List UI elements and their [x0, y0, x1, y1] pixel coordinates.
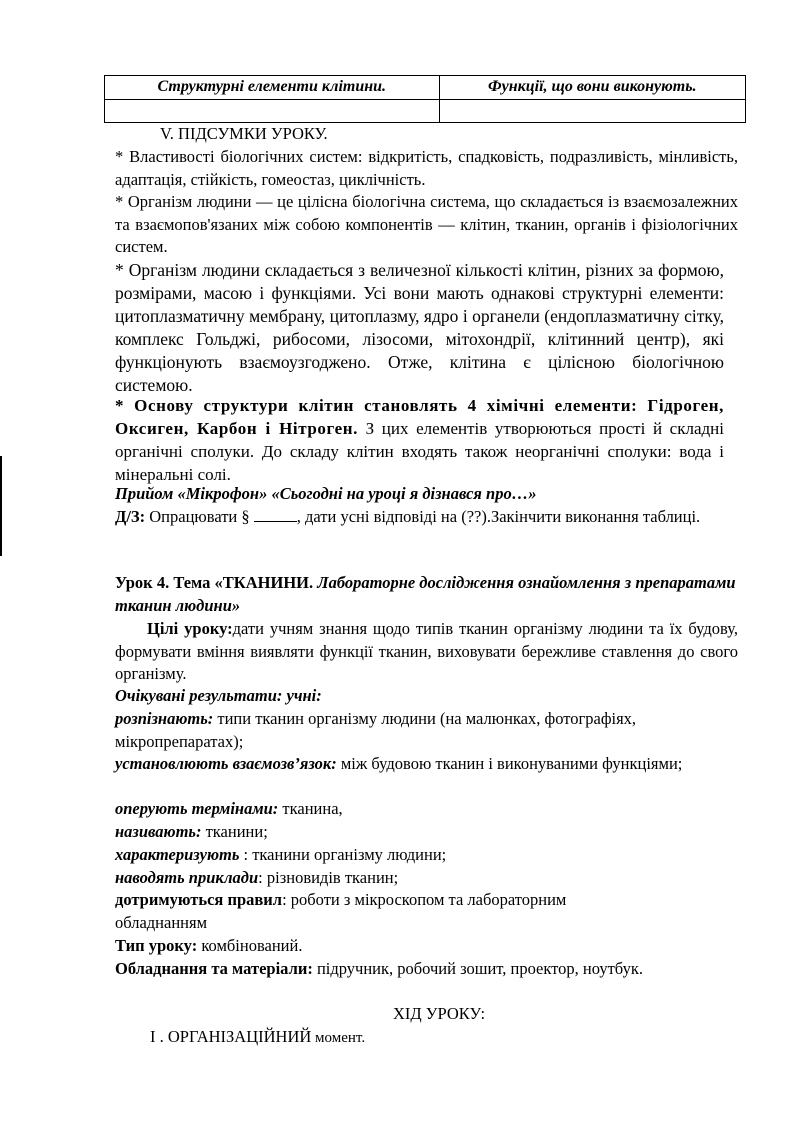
lesson-type-text: комбінований.	[197, 936, 303, 955]
terms-text: тканина,	[278, 799, 343, 818]
goals-label: Цілі уроку:	[147, 619, 233, 638]
result-rules	[115, 889, 660, 934]
examples-text: : різновидів тканин;	[258, 868, 399, 887]
rules-label: дотримуються правил	[115, 890, 283, 909]
name-label: називають:	[115, 822, 202, 841]
result-recognize	[115, 708, 725, 753]
paragraph-elements	[115, 394, 724, 486]
equipment	[115, 958, 755, 981]
lesson-goals	[115, 618, 738, 686]
lesson-type-label: Тип уроку:	[115, 936, 198, 955]
result-terms	[115, 798, 343, 821]
relate-label: установлюють взаємозв’язок:	[115, 754, 337, 773]
organizational-moment	[150, 1026, 365, 1050]
section-title: V. ПІДСУМКИ УРОКУ.	[160, 124, 328, 143]
org-caps: І . ОРГАНІЗАЦІЙНИЙ	[150, 1027, 312, 1046]
recognize-text: типи тканин організму людини (на малюнках, фотографіях, мікропрепаратах);	[115, 709, 637, 751]
characterize-label: характеризують	[115, 845, 240, 864]
margin-bar	[0, 456, 2, 556]
homework	[115, 506, 727, 529]
homework-text-rest: , дати усні відповіді на (??).Закінчити виконання таблиці.	[296, 507, 701, 526]
paragraph-properties: * Властивості біологічних систем: відкритість, спадковість, подразливість, мінливість, адаптація, стійкість, гомеостаз, циклічність.	[115, 147, 738, 189]
homework-text: Опрацювати §	[145, 507, 254, 526]
paragraph-blank	[254, 507, 297, 522]
org-rest: момент.	[311, 1030, 366, 1046]
table-header-cell: Структурні елементи клітини.	[105, 76, 440, 100]
equipment-label: Обладнання та матеріали:	[115, 959, 313, 978]
characterize-text: : тканини організму людини;	[239, 845, 447, 864]
lesson-title-italic: Лабораторне дослідження ознайомлення з препаратами тканин людини»	[115, 573, 736, 615]
table-header-row	[105, 76, 746, 100]
paragraph-cells: * Організм людини складається з величезної кількості клітин, різних за формою, розмірами, масою і функціями. Усі вони мають однакові структурні елементи: цитоплазматичну мембрану, цитоплазму, ядро і органели (ендоплазматичну сітку, комплекс Гольджі, рибосоми, лізосоми, мітохондрії, клітинний центр), які функціонують взаємоузгоджено. Отже, клітина є цілісною біологічною системою.	[115, 260, 724, 395]
result-relate	[115, 753, 705, 776]
terms-label: оперують термінами:	[115, 799, 279, 818]
lesson-title-bold: Урок 4. Тема «ТКАНИНИ.	[115, 573, 314, 592]
result-characterize	[115, 844, 446, 867]
result-examples	[115, 867, 398, 890]
recognize-label: розпізнають:	[115, 709, 214, 728]
elements-text: З цих елементів утворюються прості й складні органічні сполуки. До складу клітин входять також неорганічні сполуки: вода і мінеральні солі.	[115, 419, 724, 484]
equipment-text: підручник, робочий зошит, проектор, ноутбук.	[312, 959, 643, 978]
table-header-cell: Функції, що вони виконують.	[439, 76, 745, 100]
goals-text: дати учням знання щодо типів тканин організму людини та їх будову, формувати вміння виявляти функції тканин, виховувати бережливе ставлення до свого організму.	[115, 619, 738, 683]
lesson-type	[115, 935, 302, 958]
elements-bold-text: * Основу структури клітин становлять 4 хімічні елементи: Гідроген, Оксиген, Карбон і Нітроген.	[115, 396, 724, 438]
table-cell	[439, 99, 745, 122]
paragraph-organism: * Організм людини — це цілісна біологічна система, що складається із взаємозалежних та взаємопов'язаних між собою компонентів — клітин, тканин, органів і фізіологічних систем.	[115, 192, 738, 256]
expected-results: Очікувані результати: учні:	[115, 686, 322, 705]
homework-label: Д/З:	[115, 507, 146, 526]
course-title: ХІД УРОКУ:	[393, 1004, 486, 1023]
table-row	[105, 99, 746, 122]
lesson-title	[115, 572, 745, 617]
microphone-technique: Прийом «Мікрофон» «Сьогодні на уроці я дізнався про…»	[115, 484, 537, 503]
table-cell	[105, 99, 440, 122]
result-name	[115, 821, 268, 844]
rules-text: : роботи з мікроскопом та лабораторним обладнанням	[115, 890, 567, 932]
relate-text: між будовою тканин і виконуваними функціями;	[336, 754, 683, 773]
name-text: тканини;	[201, 822, 268, 841]
examples-label: наводять приклади	[115, 868, 259, 887]
structure-table	[104, 75, 746, 123]
